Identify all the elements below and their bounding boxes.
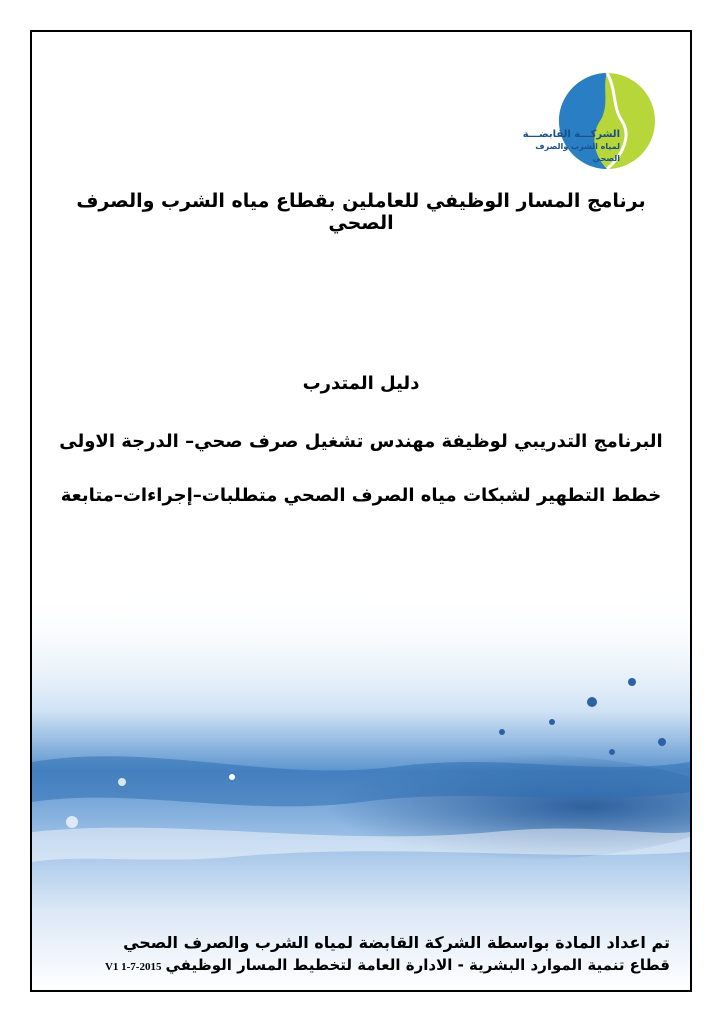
guide-title: دليل المتدرب	[302, 373, 420, 394]
water-splash-image	[32, 592, 690, 990]
logo-text	[510, 129, 620, 165]
footer-department-text: قطاع تنمية الموارد البشرية - الادارة العامة لتخطيط المسار الوظيفي	[165, 956, 670, 974]
footer	[72, 932, 670, 978]
topic-title: خطط التطهير لشبكات مياه الصرف الصحي متطلبات–إجراءات–متابعة	[60, 485, 662, 506]
footer-department	[72, 954, 670, 978]
logo-line-2: لمياه الشرب والصرف الصحي	[535, 142, 620, 163]
footer-prepared-by: تم اعداد المادة بواسطة الشركة القابضة لمياه الشرب والصرف الصحي	[123, 933, 670, 952]
version-label: V1 1-7-2015	[104, 961, 162, 973]
training-program-title: البرنامج التدريبي لوظيفة مهندس تشغيل صرف صحي– الدرجة الاولى	[59, 431, 663, 452]
page-frame	[30, 30, 692, 992]
program-header-title: برنامج المسار الوظيفي للعاملين بقطاع مياه الشرب والصرف الصحي	[76, 190, 646, 234]
logo-line-1: الشركـــة القابضـــة	[522, 129, 620, 140]
